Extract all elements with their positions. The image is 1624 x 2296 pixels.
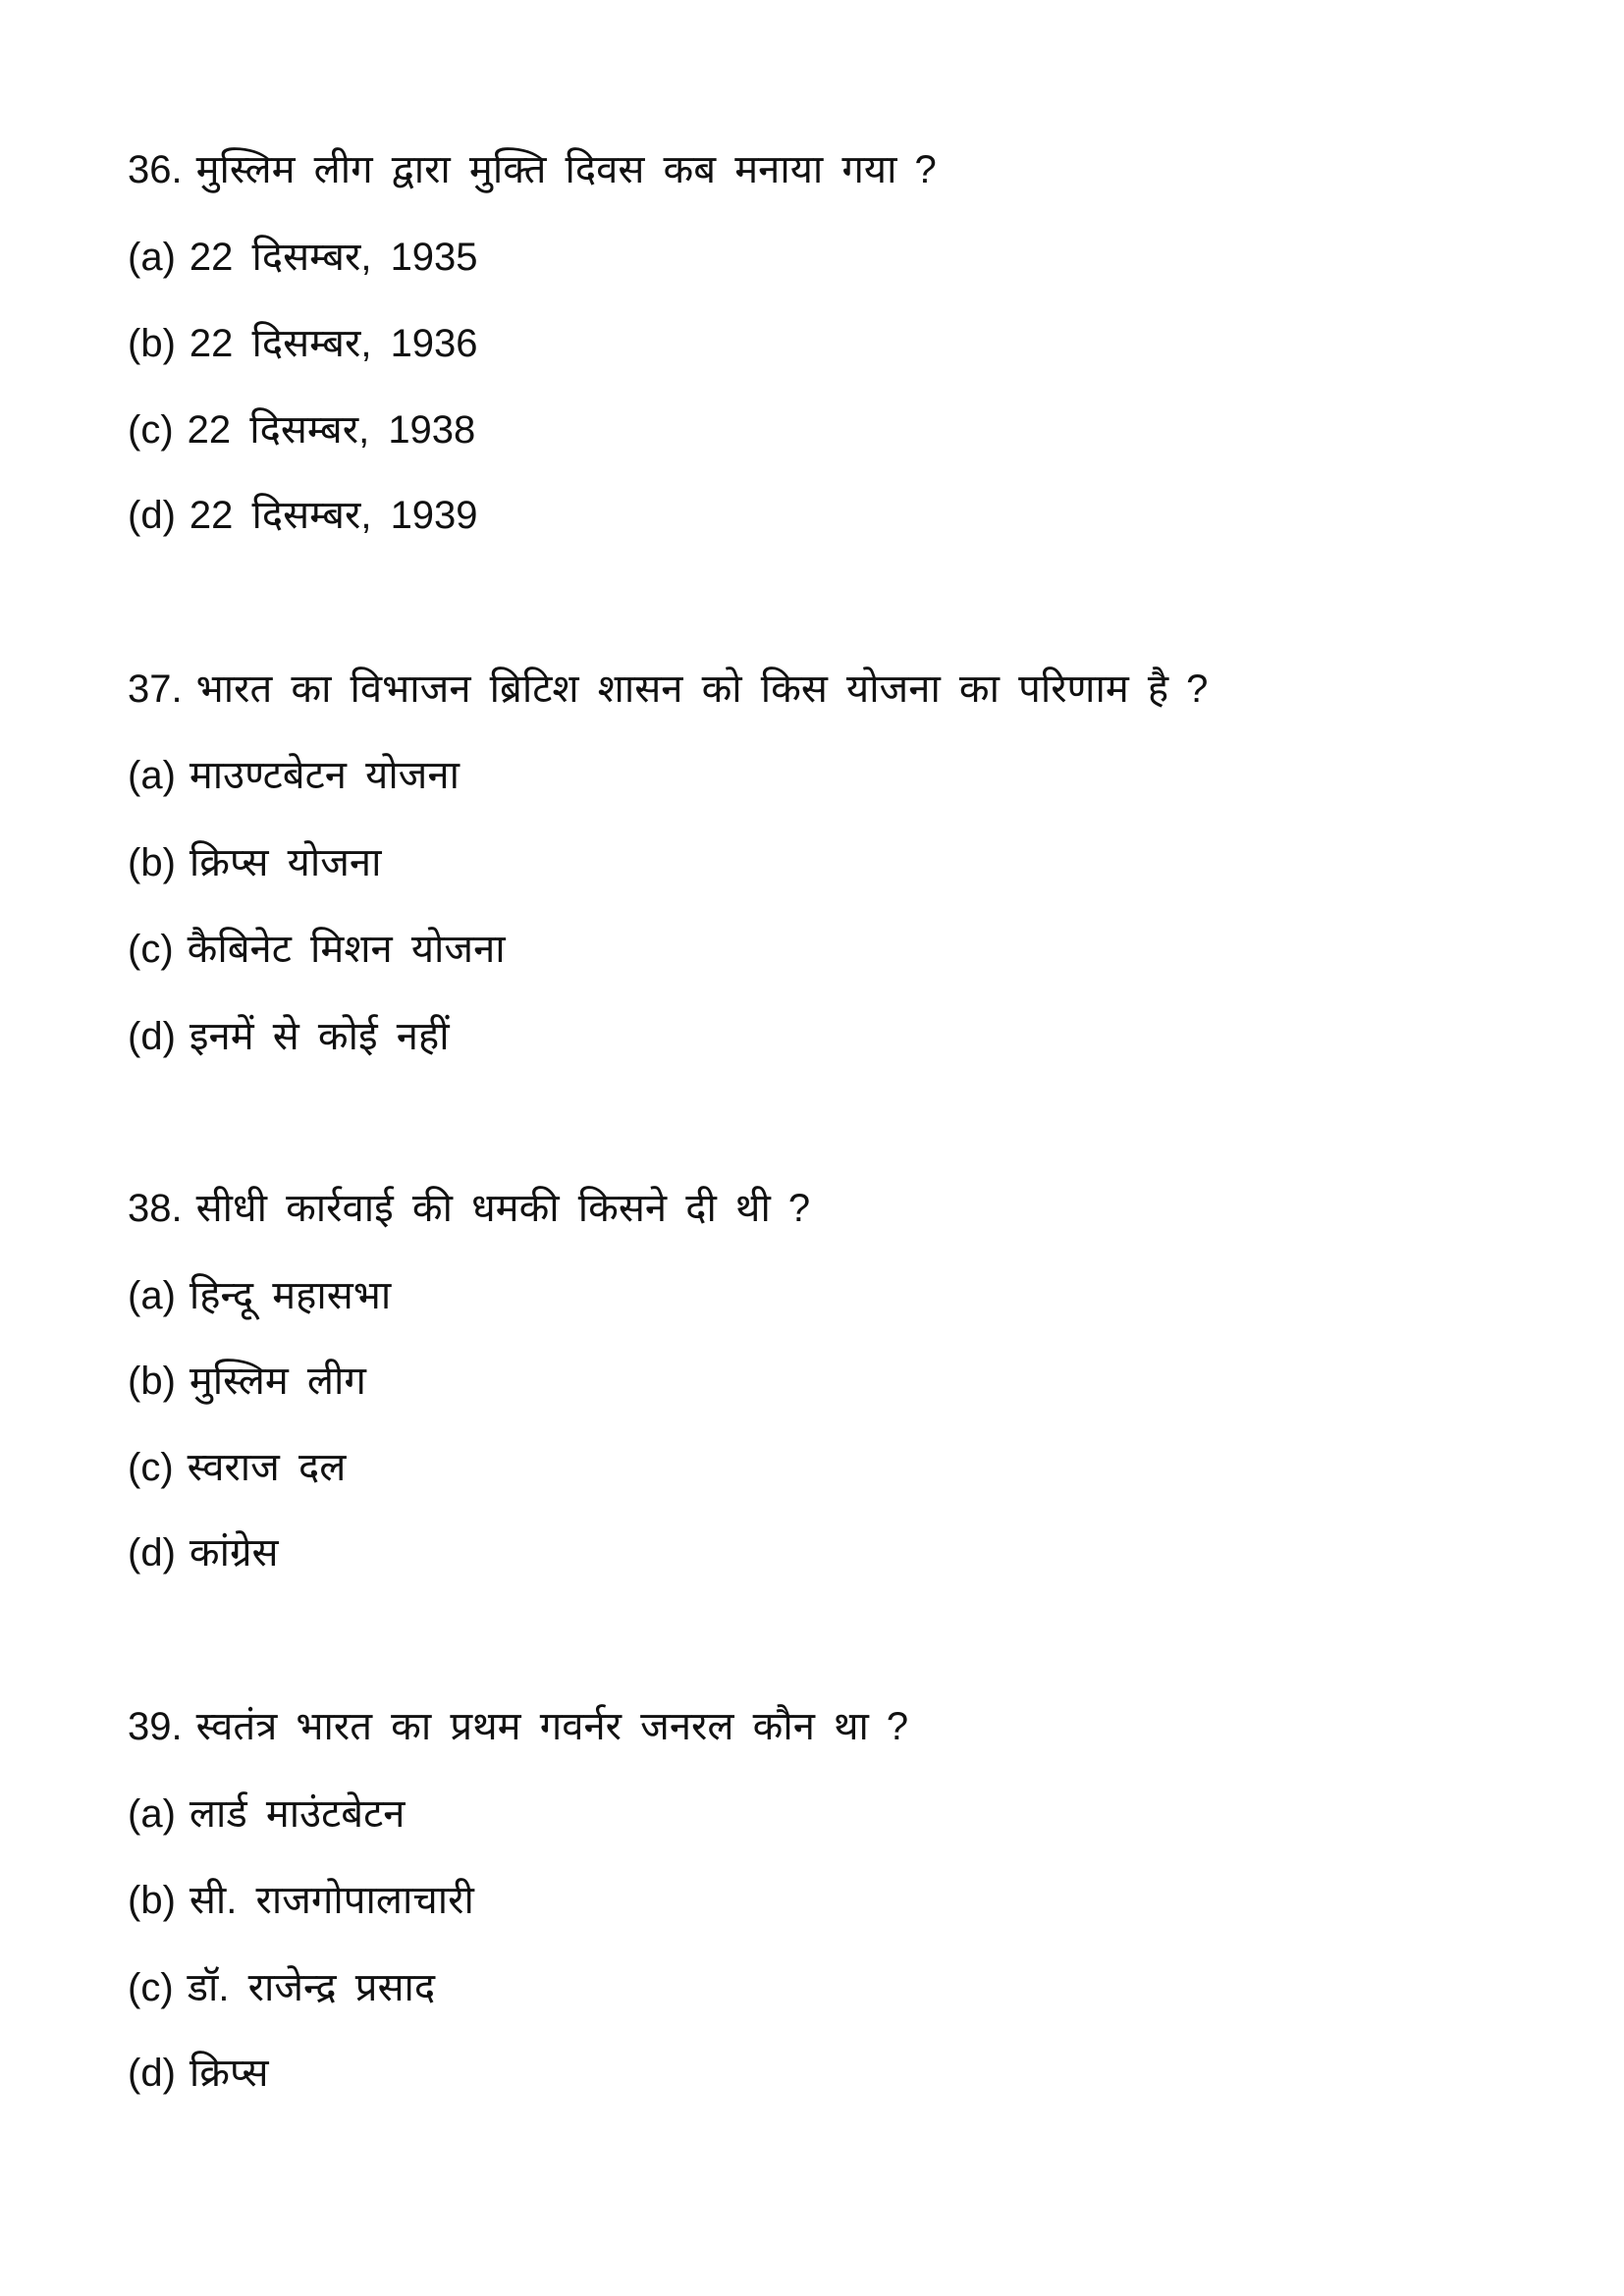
option-39-b	[128, 1871, 474, 1930]
option-text: कांग्रेस	[189, 1531, 279, 1575]
option-37-a	[128, 746, 460, 805]
question-36	[128, 140, 937, 199]
option-36-d	[128, 486, 478, 545]
option-label: (a)	[128, 754, 176, 797]
option-text: स्वराज दल	[187, 1446, 347, 1489]
option-text: डॉ. राजेन्द्र प्रसाद	[187, 1966, 436, 2009]
option-36-c	[128, 400, 475, 459]
question-mark: ?	[787, 1187, 811, 1230]
option-text: मुस्लिम लीग	[189, 1360, 366, 1403]
question-39	[128, 1697, 908, 1756]
option-text: क्रिप्स	[189, 2052, 269, 2095]
question-number: 39.	[128, 1705, 183, 1748]
option-label: (d)	[128, 1015, 176, 1058]
option-text: 22 दिसम्बर, 1939	[189, 494, 478, 537]
question-number: 37.	[128, 667, 183, 711]
option-label: (a)	[128, 236, 176, 279]
question-mark: ?	[1186, 667, 1209, 711]
option-text: कैबिनेट मिशन योजना	[187, 928, 506, 971]
option-label: (c)	[128, 408, 174, 452]
question-number: 38.	[128, 1187, 183, 1230]
option-39-a	[128, 1785, 405, 1843]
option-36-a	[128, 228, 478, 287]
option-37-d	[128, 1007, 450, 1066]
option-38-d	[128, 1523, 279, 1582]
question-text: मुस्लिम लीग द्वारा मुक्ति दिवस कब मनाया गया	[195, 148, 897, 191]
option-label: (d)	[128, 494, 176, 537]
option-text: माउण्टबेटन योजना	[189, 754, 460, 797]
option-text: 22 दिसम्बर, 1938	[187, 408, 476, 452]
option-37-c	[128, 920, 506, 979]
question-mark: ?	[886, 1705, 909, 1748]
option-text: क्रिप्स योजना	[189, 841, 382, 884]
option-label: (c)	[128, 928, 174, 971]
option-36-b	[128, 314, 478, 373]
question-text: भारत का विभाजन ब्रिटिश शासन को किस योजना का परिणाम है	[195, 667, 1169, 711]
option-37-b	[128, 833, 381, 892]
question-mark: ?	[914, 148, 937, 191]
option-text: इनमें से कोई नहीं	[189, 1015, 450, 1058]
option-39-c	[128, 1958, 435, 2017]
question-text: सीधी कार्रवाई की धमकी किसने दी थी	[195, 1187, 771, 1230]
option-label: (d)	[128, 1531, 176, 1575]
option-38-c	[128, 1438, 346, 1497]
option-label: (c)	[128, 1966, 174, 2009]
option-38-b	[128, 1352, 366, 1411]
option-text: लार्ड माउंटबेटन	[189, 1792, 406, 1836]
option-label: (a)	[128, 1274, 176, 1317]
option-label: (b)	[128, 1360, 176, 1403]
option-text: 22 दिसम्बर, 1935	[189, 236, 478, 279]
question-37	[128, 660, 1208, 719]
option-label: (b)	[128, 1879, 176, 1922]
option-38-a	[128, 1266, 391, 1325]
option-label: (d)	[128, 2052, 176, 2095]
option-label: (c)	[128, 1446, 174, 1489]
option-label: (a)	[128, 1792, 176, 1836]
question-38	[128, 1179, 810, 1238]
option-text: सी. राजगोपालाचारी	[189, 1879, 474, 1922]
option-label: (b)	[128, 322, 176, 365]
option-text: हिन्दू महासभा	[189, 1274, 392, 1317]
option-39-d	[128, 2044, 269, 2103]
option-label: (b)	[128, 841, 176, 884]
question-text: स्वतंत्र भारत का प्रथम गवर्नर जनरल कौन था	[195, 1705, 869, 1748]
option-text: 22 दिसम्बर, 1936	[189, 322, 478, 365]
question-number: 36.	[128, 148, 183, 191]
